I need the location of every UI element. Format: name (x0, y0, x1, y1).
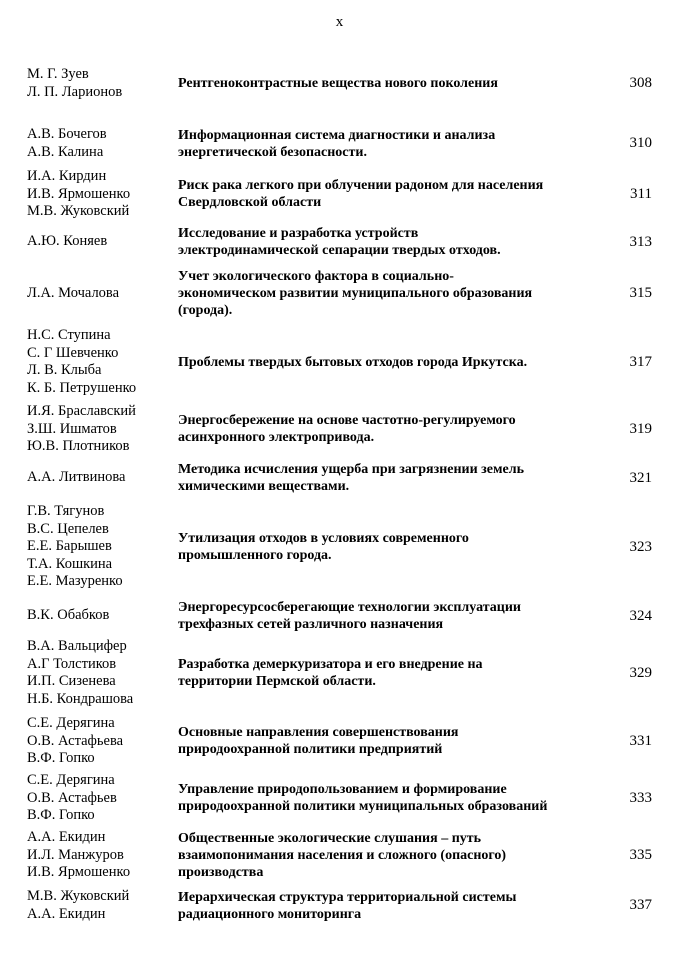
author-name: А.А. Литвинова (27, 469, 126, 486)
title-line: промышленного города. (178, 548, 332, 563)
title-line: химическими веществами. (178, 479, 350, 494)
entry-title (178, 656, 618, 690)
entry-title (178, 268, 618, 319)
title-line: Риск рака легкого при облучении радоном для населения (178, 178, 544, 194)
entry-page-number: 317 (629, 353, 652, 370)
title-line: радиационного мониторинга (178, 906, 362, 922)
author-name: В.С. Цепелев (27, 520, 109, 537)
title-line: Рентгеноконтрастные вещества нового поколения (178, 76, 498, 92)
entry-title (178, 354, 618, 371)
title-line: Основные направления совершенствования (178, 725, 459, 741)
entry-title (178, 75, 618, 92)
entry-authors (27, 829, 177, 882)
entry-page-number: 331 (629, 732, 652, 749)
title-line: экономическом развитии муниципального образования (178, 286, 533, 301)
entry-page-number: 313 (629, 233, 652, 250)
author-name: М. Г. Зуев (27, 66, 89, 82)
title-line: энергетической безопасности. (178, 144, 367, 160)
entry-page-number: 324 (629, 607, 652, 624)
entry-title (178, 724, 618, 758)
title-line: Свердловской области (178, 195, 322, 211)
entry-page-number: 329 (629, 664, 652, 681)
entry-title (178, 225, 618, 259)
entry-page-number: 308 (629, 75, 652, 92)
title-line: Разработка демеркуризатора и его внедрение на (178, 657, 483, 673)
author-name: М.В. Жуковский (27, 203, 130, 220)
entry-title (178, 412, 618, 446)
author-name: В.Ф. Гопко (27, 807, 95, 824)
title-line: Информационная система диагностики и анализа (178, 127, 496, 143)
entry-authors (27, 715, 177, 768)
entry-page-number: 321 (629, 469, 652, 486)
author-name: А.Г Толстиков (27, 655, 117, 672)
author-name: В.К. Обабков (27, 607, 110, 624)
entry-title (178, 781, 618, 815)
title-line: Утилизация отходов в условиях современного (178, 531, 469, 546)
title-line: Энергоресурсосберегающие технологии эксплуатации (178, 600, 521, 615)
author-name: С. Г Шевченко (27, 344, 119, 361)
title-line: природоохранной политики предприятий (178, 742, 443, 758)
author-name: И.Я. Браславский (27, 403, 136, 419)
entry-authors (27, 233, 177, 251)
author-name: К. Б. Петрушенко (27, 379, 137, 396)
entry-title (178, 889, 618, 923)
entry-title (178, 461, 618, 495)
entry-authors (27, 285, 177, 303)
entry-page-number: 335 (629, 846, 652, 863)
entry-authors (27, 638, 177, 708)
title-line: Проблемы твердых бытовых отходов города Иркутска. (178, 354, 528, 370)
title-line: электродинамической сепарации твердых отходов. (178, 243, 501, 258)
entry-page-number: 310 (629, 135, 652, 152)
author-name: Л. В. Клыба (27, 362, 102, 379)
entry-page-number: 319 (629, 420, 652, 437)
author-name: А.В. Калина (27, 143, 104, 160)
title-line: Методика исчисления ущерба при загрязнении земель (178, 462, 525, 477)
title-line: производства (178, 864, 264, 880)
entry-authors (27, 503, 177, 591)
author-name: И.П. Сизенева (27, 673, 116, 690)
title-line: взаимопонимания населения и сложного (опасного) (178, 847, 507, 863)
entry-page-number: 333 (629, 789, 652, 806)
author-name: С.Е. Дерягина (27, 715, 115, 731)
author-name: Е.Е. Барышев (27, 538, 112, 555)
author-name: В.А. Вальцифер (27, 638, 127, 654)
title-line: Учет экологического фактора в социально- (178, 269, 454, 284)
author-name: Н.С. Ступина (27, 327, 111, 343)
entry-authors (27, 126, 177, 161)
author-name: И.Л. Манжуров (27, 846, 124, 863)
author-name: А.Ю. Коняев (27, 233, 108, 250)
entry-page-number: 337 (629, 897, 652, 914)
entry-title (178, 599, 618, 633)
author-name: Л.А. Мочалова (27, 284, 120, 301)
author-name: Т.А. Кошкина (27, 555, 113, 572)
title-line: Управление природопользованием и формирование (178, 782, 507, 798)
author-name: Г.В. Тягунов (27, 503, 105, 519)
author-name: З.Ш. Ишматов (27, 420, 117, 437)
author-name: А.А. Екидин (27, 905, 106, 922)
entry-authors (27, 772, 177, 825)
title-line: территории Пермской области. (178, 674, 376, 690)
title-line: Энергосбережение на основе частотно-регулируемого (178, 413, 516, 429)
entry-page-number: 315 (629, 285, 652, 301)
title-line: трехфазных сетей различного назначения (178, 617, 444, 632)
author-name: Е.Е. Мазуренко (27, 573, 123, 590)
title-line: Исследование и разработка устройств (178, 226, 419, 241)
author-name: В.Ф. Гопко (27, 750, 95, 767)
author-name: А.В. Бочегов (27, 126, 107, 142)
author-name: Л. П. Ларионов (27, 83, 123, 100)
author-name: И.В. Ярмошенко (27, 185, 131, 202)
entry-authors (27, 66, 177, 101)
entry-title (178, 530, 618, 564)
title-line: асинхронного электропривода. (178, 430, 375, 446)
author-name: О.В. Астафьева (27, 732, 124, 749)
title-line: природоохранной политики муниципальных образований (178, 799, 548, 815)
author-name: Н.Б. Кондрашова (27, 690, 134, 707)
entry-authors (27, 403, 177, 456)
author-name: И.А. Кирдин (27, 168, 107, 184)
entry-authors (27, 469, 177, 487)
entry-page-number: 311 (630, 185, 652, 202)
author-name: С.Е. Дерягина (27, 772, 115, 788)
entry-title (178, 830, 618, 881)
title-line: Иерархическая структура территориальной системы (178, 889, 517, 905)
author-name: О.В. Астафьев (27, 789, 117, 806)
entry-authors (27, 888, 177, 923)
author-name: М.В. Жуковский (27, 888, 130, 904)
title-line: (города). (178, 303, 233, 318)
title-line: Общественные экологические слушания – путь (178, 830, 482, 846)
entry-page-number: 323 (629, 538, 652, 555)
author-name: И.В. Ярмошенко (27, 864, 131, 881)
entry-title (178, 177, 618, 211)
page-number: x (335, 14, 344, 30)
entry-authors (27, 327, 177, 397)
entry-title (178, 127, 618, 161)
entry-authors (27, 168, 177, 221)
author-name: А.А. Екидин (27, 829, 106, 845)
entry-authors (27, 607, 177, 625)
author-name: Ю.В. Плотников (27, 438, 130, 455)
